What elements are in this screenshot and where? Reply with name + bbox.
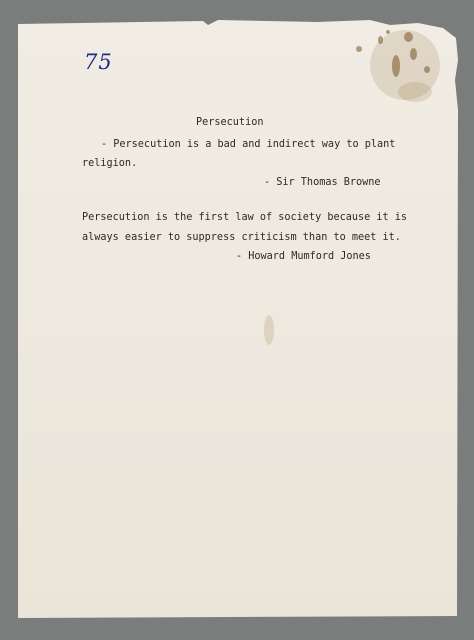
quote-2-attribution: - Howard Mumford Jones [236,251,371,262]
document-title: Persecution [196,117,264,128]
quote-1-line-2: religion. [82,158,138,169]
handwritten-page-number: 75 [84,50,113,74]
quote-2-line-1: Persecution is the first law of society because it is [82,212,408,223]
paper-sheet [18,20,458,618]
quote-2-line-2: always easier to suppress criticism than to meet it. [82,232,401,243]
quote-1-line-1: - Persecution is a bad and indirect way to plant [101,139,396,150]
quote-1-attribution: - Sir Thomas Browne [264,177,381,188]
